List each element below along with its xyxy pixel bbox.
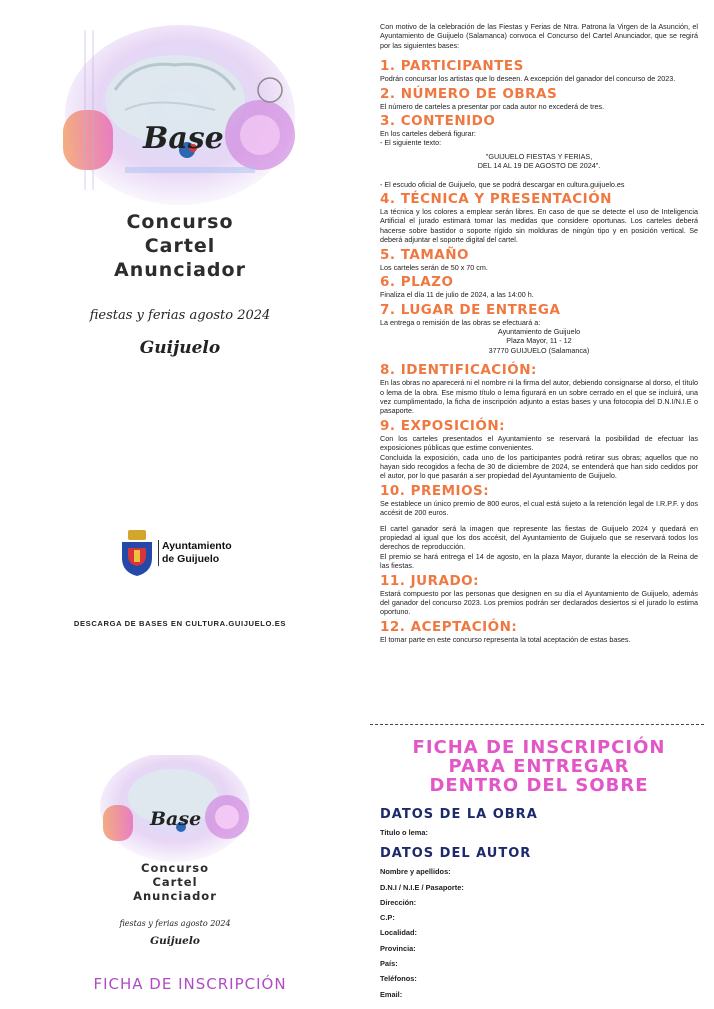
field-telefonos[interactable]: Teléfonos: bbox=[380, 974, 417, 984]
section-7-addr1: Ayuntamiento de Guijuelo bbox=[497, 326, 581, 336]
section-3-quote2: DEL 14 AL 19 DE AGOSTO DE 2024". bbox=[477, 161, 601, 171]
form-heading-line1: FICHA DE INSCRIPCIÓN bbox=[412, 737, 666, 758]
coat-of-arms-icon bbox=[120, 530, 154, 576]
section-6-title: 6. PLAZO bbox=[380, 274, 454, 291]
section-3-quote1: "GUIJUELO FIESTAS Y FERIAS, bbox=[485, 151, 593, 161]
section-10-text1: Se establece un único premio de 800 euros, el cual está sujeto a la retención legal de I.R.P.F. y dos accésit de 200 euros. bbox=[380, 498, 698, 518]
bases-text bbox=[380, 22, 698, 644]
section-5-title: 5. TAMAÑO bbox=[380, 246, 469, 263]
section-7-addr2: Plaza Mayor, 11 - 12 bbox=[506, 336, 572, 346]
section-4-text: La técnica y los colores a emplear serán libres. En caso de que se detecte el uso de Inteligencia Artificial el jurado estimará tomar las medidas que considere oportunas. Los carteles deberá hacerse sobre bastidor o soporte rígido sin molduras de ningún tipo y en posición vertical. Se deberá adjuntar el soporte digital del cartel. bbox=[380, 207, 698, 245]
ayuntamiento-line1: Ayuntamiento bbox=[162, 540, 232, 552]
poster-title-line2: Cartel bbox=[144, 235, 216, 257]
poster-title-line1: Concurso bbox=[126, 211, 234, 233]
obra-section-title: DATOS DE LA OBRA bbox=[380, 807, 538, 822]
section-8-text: En las obras no aparecerá ni el nombre ni la firma del autor, debiendo consignarse al dorso, el título o lema de la obra. Ese mismo título o lema figurará en un sobre cerrado en el que se incluirá, una vez cumplimentado, la ficha de inscripción adjunto a estas bases y una fotocopia del D.N.I/N.I.E o pasaporte. bbox=[380, 378, 698, 416]
download-note: DESCARGA DE BASES EN CULTURA.GUIJUELO.ES bbox=[73, 619, 287, 628]
bases-word: Base bbox=[143, 121, 224, 156]
section-7-title: 7. LUGAR DE ENTREGA bbox=[380, 301, 561, 318]
section-10-title: 10. PREMIOS: bbox=[380, 482, 490, 499]
section-1-text: Podrán concursar los artistas que lo deseen. A excepción del ganador del concurso de 2023. bbox=[380, 74, 676, 84]
section-6-text: Finaliza el día 11 de julio de 2024, a las 14:00 h. bbox=[380, 290, 534, 300]
form-heading-line2: PARA ENTREGAR bbox=[448, 756, 630, 777]
small-title-line2: Cartel bbox=[152, 875, 198, 889]
field-provincia[interactable]: Provincia: bbox=[380, 943, 416, 953]
small-town: Guijuelo bbox=[150, 935, 200, 947]
section-5-text: Los carteles serán de 50 x 70 cm. bbox=[380, 262, 488, 272]
field-localidad[interactable]: Localidad: bbox=[380, 928, 417, 938]
poster-title-line3: Anunciador bbox=[114, 259, 246, 281]
section-11-text: Estará compuesto por las personas que designen en su día el Ayuntamiento de Guijuelo, además del ganador del concurso 2023. Los premios podrán ser declarados desiertos si el jurado lo estima oportuno. bbox=[380, 588, 698, 617]
section-3-text1: En los carteles deberá figurar: bbox=[380, 129, 476, 139]
section-11-title: 11. JURADO: bbox=[380, 572, 480, 589]
poster-top bbox=[55, 20, 305, 360]
intro-text: Con motivo de la celebración de las Fiestas y Ferias de Ntra. Patrona la Virgen de la Asunción, el Ayuntamiento de Guijuelo (Salamanca) convoca el Concurso del Cartel Anunciador, que se regirá por las siguientes bases: bbox=[380, 22, 698, 50]
section-12-text: El tomar parte en este concurso representa la total aceptación de estas bases. bbox=[380, 634, 631, 644]
section-3-text2: - El siguiente texto: bbox=[380, 138, 442, 148]
poster-subtitle: fiestas y ferias agosto 2024 bbox=[89, 308, 271, 323]
section-9-title: 9. EXPOSICIÓN: bbox=[380, 417, 506, 434]
poster-small-artwork bbox=[95, 755, 255, 870]
section-10-text3: El premio se hará entrega el 14 de agosto, en la plaza Mayor, durante la elección de la Reina de las fiestas. bbox=[380, 551, 698, 571]
section-2-title: 2. NÚMERO DE OBRAS bbox=[380, 85, 558, 102]
section-10-text2: El cartel ganador será la imagen que represente las fiestas de Guijuelo 2024 y quedará en propiedad al igual que los dos accésit, del Ayuntamiento de Guijuelo que se reservará todos los derechos de reproducción. bbox=[380, 523, 698, 552]
poster-small bbox=[95, 755, 255, 955]
section-8-title: 8. IDENTIFICACIÓN: bbox=[380, 362, 537, 379]
form-heading-line3: DENTRO DEL SOBRE bbox=[429, 775, 649, 796]
section-1-title: 1. PARTICIPANTES bbox=[380, 58, 524, 75]
field-nombre[interactable]: Nombre y apellidos: bbox=[380, 867, 451, 877]
small-title-line3: Anunciador bbox=[133, 889, 217, 903]
small-poster-caption: FICHA DE INSCRIPCIÓN bbox=[93, 975, 287, 993]
section-7-addr3: 37770 GUIJUELO (Salamanca) bbox=[488, 345, 590, 355]
ayuntamiento-line2: de Guijuelo bbox=[162, 553, 220, 565]
autor-section-title: DATOS DEL AUTOR bbox=[380, 846, 532, 862]
section-2-text: El número de carteles a presentar por cada autor no excederá de tres. bbox=[380, 101, 605, 111]
field-pais[interactable]: País: bbox=[380, 959, 398, 969]
small-bases-word: Base bbox=[150, 808, 202, 830]
small-subtitle: fiestas y ferias agosto 2024 bbox=[119, 919, 231, 928]
section-9-text1: Con los carteles presentados el Ayuntamiento se reservará la posibilidad de efectuar las exposiciones públicas que estime convenientes. bbox=[380, 433, 698, 453]
small-title-line1: Concurso bbox=[141, 861, 209, 875]
poster-town: Guijuelo bbox=[139, 338, 221, 358]
section-4-title: 4. TÉCNICA Y PRESENTACIÓN bbox=[380, 191, 612, 208]
section-3-title: 3. CONTENIDO bbox=[380, 113, 496, 130]
section-3-text3: - El escudo oficial de Guijuelo, que se podrá descargar en cultura.guijuelo.es bbox=[380, 179, 625, 189]
section-12-title: 12. ACEPTACIÓN: bbox=[380, 618, 518, 635]
poster-artwork bbox=[55, 20, 305, 220]
field-cp[interactable]: C.P: bbox=[380, 913, 395, 923]
dashed-divider bbox=[370, 724, 704, 725]
section-7-text: La entrega o remisión de las obras se efectuará a: bbox=[380, 317, 541, 327]
field-titulo[interactable]: Titulo o lema: bbox=[380, 828, 428, 837]
registration-form bbox=[380, 738, 698, 1002]
ayuntamiento-logo bbox=[120, 530, 270, 580]
field-dni[interactable]: D.N.I / N.I.E / Pasaporte: bbox=[380, 882, 464, 892]
section-9-text2: Concluida la exposición, cada uno de los participantes podrá retirar sus obras; aquellos que no hayan sido recogidos a fecha de 30 de diciembre de 2024, se entenderá que han sido cedidos por el autor, por lo que pasarán a ser propiedad del Ayuntamiento de Guijuelo. bbox=[380, 452, 698, 481]
field-direccion[interactable]: Dirección: bbox=[380, 897, 417, 907]
field-email[interactable]: Email: bbox=[380, 989, 403, 999]
